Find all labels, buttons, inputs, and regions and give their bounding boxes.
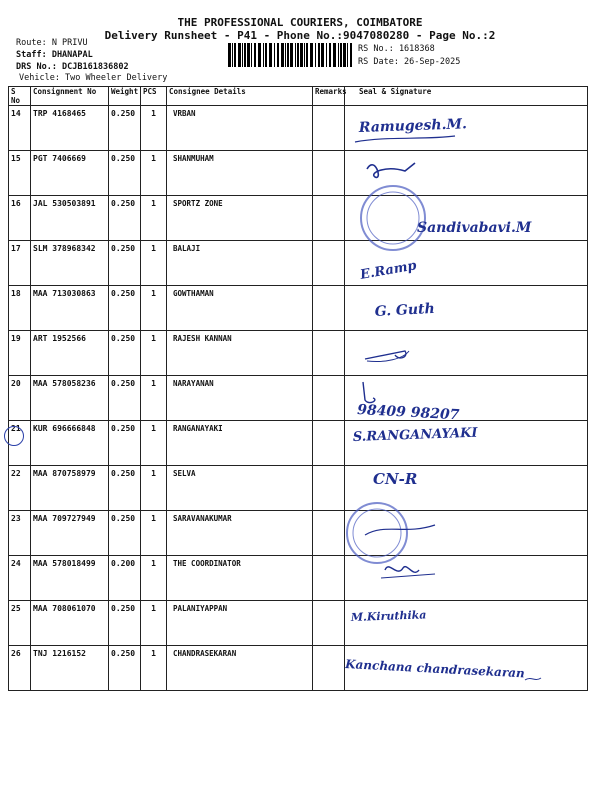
vehicle-label: Vehicle: Two Wheeler Delivery	[19, 73, 168, 83]
row-signature	[345, 196, 588, 241]
table-header-row	[9, 87, 588, 106]
row-weight: 0.250	[109, 421, 141, 466]
row-consignment-no: MAA 870758979	[31, 466, 109, 511]
signature-text: G. Guth	[374, 300, 436, 320]
table-row	[9, 196, 588, 241]
row-pcs: 1	[141, 376, 167, 421]
row-consignee: SELVA	[167, 466, 313, 511]
row-weight: 0.250	[109, 466, 141, 511]
table-row	[9, 511, 588, 556]
row-weight: 0.250	[109, 511, 141, 556]
row-consignee: VRBAN	[167, 106, 313, 151]
row-remarks	[313, 556, 345, 601]
row-remarks	[313, 646, 345, 691]
col-remarks: Remarks	[313, 87, 345, 106]
row-signature	[345, 556, 588, 601]
row-consignee: SARAVANAKUMAR	[167, 511, 313, 556]
row-sno: 23	[9, 511, 31, 556]
row-weight: 0.250	[109, 241, 141, 286]
row-remarks	[313, 196, 345, 241]
row-sno: 18	[9, 286, 31, 331]
row-sno: 21	[9, 421, 31, 466]
row-remarks	[313, 601, 345, 646]
row-remarks	[313, 151, 345, 196]
table-row	[9, 151, 588, 196]
signature-text: S.RANGANAYAKI	[352, 425, 478, 445]
row-signature	[345, 331, 588, 376]
row-consignment-no: MAA 709727949	[31, 511, 109, 556]
row-remarks	[313, 286, 345, 331]
row-pcs: 1	[141, 601, 167, 646]
row-weight: 0.250	[109, 151, 141, 196]
table-row	[9, 376, 588, 421]
table-row	[9, 556, 588, 601]
row-remarks	[313, 241, 345, 286]
drs-number: DRS No.: DCJB161836802	[16, 62, 129, 72]
row-signature	[345, 241, 588, 286]
row-consignment-no: MAA 708061070	[31, 601, 109, 646]
col-sno: S No	[9, 87, 31, 106]
row-pcs: 1	[141, 151, 167, 196]
row-pcs: 1	[141, 421, 167, 466]
table-row	[9, 241, 588, 286]
rs-date: RS Date: 26-Sep-2025	[358, 57, 461, 67]
runsheet-table	[8, 86, 588, 691]
route-label: Route: N PRIVU	[16, 38, 88, 48]
signature-text: CN-R	[373, 470, 418, 488]
signature-text: Sandivabavi.M	[417, 220, 532, 236]
row-pcs: 1	[141, 196, 167, 241]
row-signature	[345, 646, 588, 691]
row-pcs: 1	[141, 286, 167, 331]
row-consignee: GOWTHAMAN	[167, 286, 313, 331]
signature-text: 98409 98207	[356, 402, 460, 424]
col-consignment: Consignment No	[31, 87, 109, 106]
row-sno: 15	[9, 151, 31, 196]
row-consignee: SPORTZ ZONE	[167, 196, 313, 241]
row-signature	[345, 376, 588, 424]
table-row	[9, 466, 588, 511]
row-remarks	[313, 421, 345, 466]
row-consignee: CHANDRASEKARAN	[167, 646, 313, 691]
col-consignee: Consignee Details	[167, 87, 313, 106]
row-weight: 0.250	[109, 196, 141, 241]
row-remarks	[313, 466, 345, 511]
row-pcs: 1	[141, 331, 167, 376]
row-consignment-no: TRP 4168465	[31, 106, 109, 151]
row-22-circle-mark	[4, 426, 24, 446]
row-pcs: 1	[141, 646, 167, 691]
row-sno: 20	[9, 376, 31, 421]
row-pcs: 1	[141, 241, 167, 286]
row-consignment-no: JAL 530503891	[31, 196, 109, 241]
row-consignee: RAJESH KANNAN	[167, 331, 313, 376]
table-row	[9, 601, 588, 646]
signature-text: Ramugesh.M.	[358, 116, 468, 136]
row-remarks	[313, 511, 345, 556]
row-pcs: 1	[141, 466, 167, 511]
row-pcs: 1	[141, 556, 167, 601]
row-weight: 0.250	[109, 331, 141, 376]
row-remarks	[313, 331, 345, 376]
signature-text: E.Ramp	[359, 258, 418, 283]
row-consignee: RANGANAYAKI	[167, 421, 313, 466]
row-sno: 17	[9, 241, 31, 286]
row-consignee: THE COORDINATOR	[167, 556, 313, 601]
row-consignee: SHANMUHAM	[167, 151, 313, 196]
row-consignment-no: MAA 713030863	[31, 286, 109, 331]
row-signature	[345, 601, 588, 646]
row-consignment-no: TNJ 1216152	[31, 646, 109, 691]
row-sno: 22	[9, 466, 31, 511]
row-signature	[345, 421, 588, 466]
row-weight: 0.250	[109, 286, 141, 331]
col-weight: Weight	[109, 87, 141, 106]
table-row	[9, 421, 588, 466]
row-weight: 0.250	[109, 646, 141, 691]
row-consignment-no: MAA 578058236	[31, 376, 109, 421]
company-title: THE PROFESSIONAL COURIERS, COIMBATORE	[177, 16, 423, 29]
col-seal-signature: Seal & Signature	[345, 87, 588, 106]
row-pcs: 1	[141, 511, 167, 556]
table-row	[9, 331, 588, 376]
row-remarks	[313, 106, 345, 151]
row-pcs: 1	[141, 106, 167, 151]
col-pcs: PCS	[141, 87, 167, 106]
staff-label: Staff: DHANAPAL	[16, 50, 93, 60]
row-sno: 14	[9, 106, 31, 151]
row-sno: 24	[9, 556, 31, 601]
signature-text: Kanchana chandrasekaran	[344, 657, 526, 681]
barcode	[228, 43, 354, 67]
row-sno: 16	[9, 196, 31, 241]
signature-text: M.Kiruthika	[350, 608, 427, 624]
row-weight: 0.250	[109, 106, 141, 151]
row-weight: 0.200	[109, 556, 141, 601]
row-signature	[345, 106, 588, 151]
row-signature	[345, 511, 588, 556]
table-row	[9, 286, 588, 331]
row-signature	[345, 286, 588, 331]
table-row	[9, 646, 588, 691]
row-consignee: PALANIYAPPAN	[167, 601, 313, 646]
row-remarks	[313, 376, 345, 421]
rs-number: RS No.: 1618368	[358, 44, 435, 54]
row-sno: 19	[9, 331, 31, 376]
row-consignment-no: ART 1952566	[31, 331, 109, 376]
row-consignee: NARAYANAN	[167, 376, 313, 421]
row-consignee: BALAJI	[167, 241, 313, 286]
row-consignment-no: PGT 7406669	[31, 151, 109, 196]
signature-row-26	[345, 646, 545, 706]
row-weight: 0.250	[109, 376, 141, 421]
table-row	[9, 106, 588, 151]
row-sno: 26	[9, 646, 31, 691]
row-consignment-no: SLM 378968342	[31, 241, 109, 286]
row-consignment-no: KUR 696666848	[31, 421, 109, 466]
row-consignment-no: MAA 578018499	[31, 556, 109, 601]
row-weight: 0.250	[109, 601, 141, 646]
row-sno: 25	[9, 601, 31, 646]
runsheet-subtitle: Delivery Runsheet - P41 - Phone No.:9047080280 - Page No.:2	[104, 29, 496, 42]
